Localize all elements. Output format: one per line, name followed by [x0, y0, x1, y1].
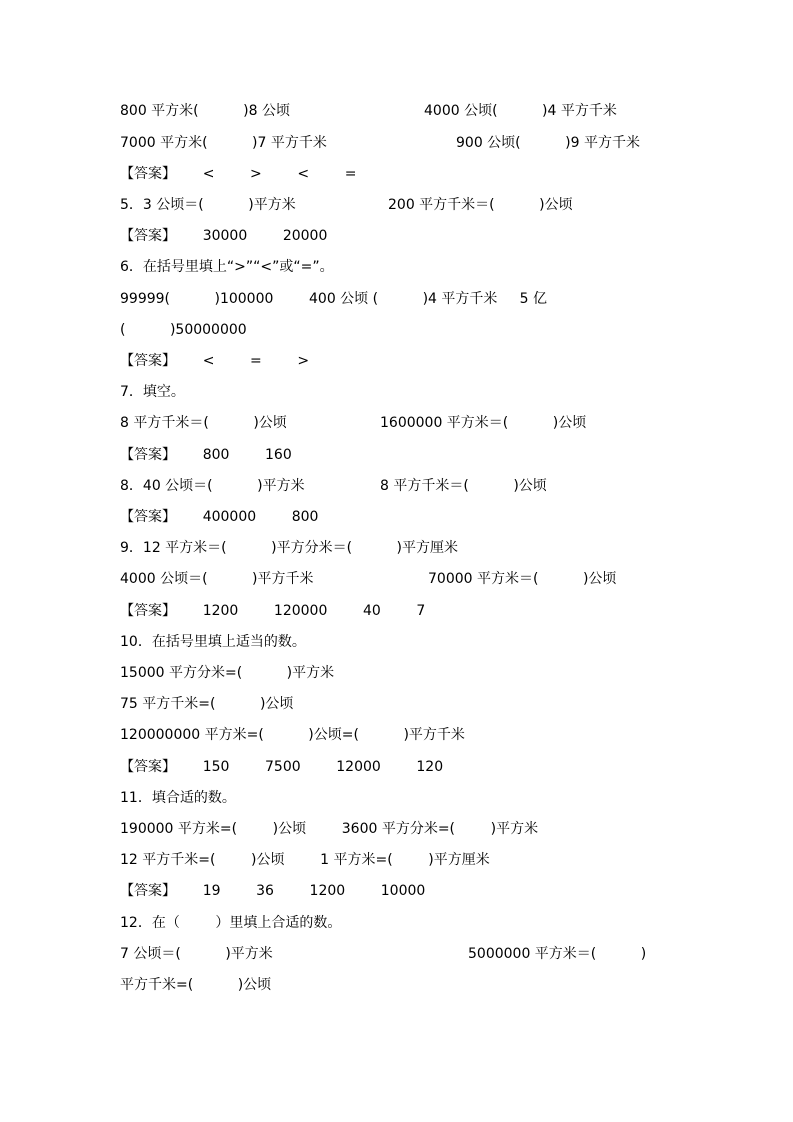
- question-line: 6．在括号里填上“>”“<”或“=”。: [120, 259, 334, 275]
- text-line: 15000 平方分米=( )平方米: [120, 665, 335, 681]
- text-line: 190000 平方米=( )公顷 3600 平方分米=( )平方米: [120, 821, 539, 837]
- question-line: 12．在（ ）里填上合适的数。: [120, 915, 342, 931]
- text-line: 7 公顷＝( )平方米 5000000 平方米＝( ): [120, 946, 647, 962]
- question-line: 11．填合适的数。: [120, 790, 236, 806]
- answer-line: 【答案】 19 36 1200 10000: [120, 883, 426, 899]
- question-line: 5．3 公顷＝( )平方米 200 平方千米＝( )公顷: [120, 197, 573, 213]
- answer-line: 【答案】 < = >: [120, 353, 310, 369]
- answer-line: 【答案】 < > < =: [120, 166, 357, 182]
- answer-line: 【答案】 1200 120000 40 7: [120, 603, 426, 619]
- question-line: 7．填空。: [120, 384, 185, 400]
- text-line: 12 平方千米=( )公顷 1 平方米=( )平方厘米: [120, 852, 490, 868]
- text-line: 8 平方千米＝( )公顷 1600000 平方米＝( )公顷: [120, 415, 587, 431]
- question-line: 9．12 平方米＝( )平方分米＝( )平方厘米: [120, 540, 459, 556]
- text-line: 75 平方千米=( )公顷: [120, 696, 294, 712]
- text-line: 平方千米=( )公顷: [120, 977, 272, 993]
- text-line: 99999( )100000 400 公顷 ( )4 平方千米 5 亿: [120, 291, 548, 307]
- question-line: 10．在括号里填上适当的数。: [120, 634, 306, 650]
- text-line: 120000000 平方米=( )公顷=( )平方千米: [120, 727, 465, 743]
- text-line: 4000 公顷＝( )平方千米 70000 平方米＝( )公顷: [120, 571, 617, 587]
- answer-line: 【答案】 800 160: [120, 447, 292, 463]
- answer-line: 【答案】 150 7500 12000 120: [120, 759, 444, 775]
- question-line: 8．40 公顷＝( )平方米 8 平方千米＝( )公顷: [120, 478, 547, 494]
- text-line: ( )50000000: [120, 322, 247, 338]
- text-line: 800 平方米( )8 公顷 4000 公顷( )4 平方千米: [120, 103, 617, 119]
- text-line: 7000 平方米( )7 平方千米 900 公顷( )9 平方千米: [120, 135, 640, 151]
- answer-line: 【答案】 30000 20000: [120, 228, 328, 244]
- answer-line: 【答案】 400000 800: [120, 509, 319, 525]
